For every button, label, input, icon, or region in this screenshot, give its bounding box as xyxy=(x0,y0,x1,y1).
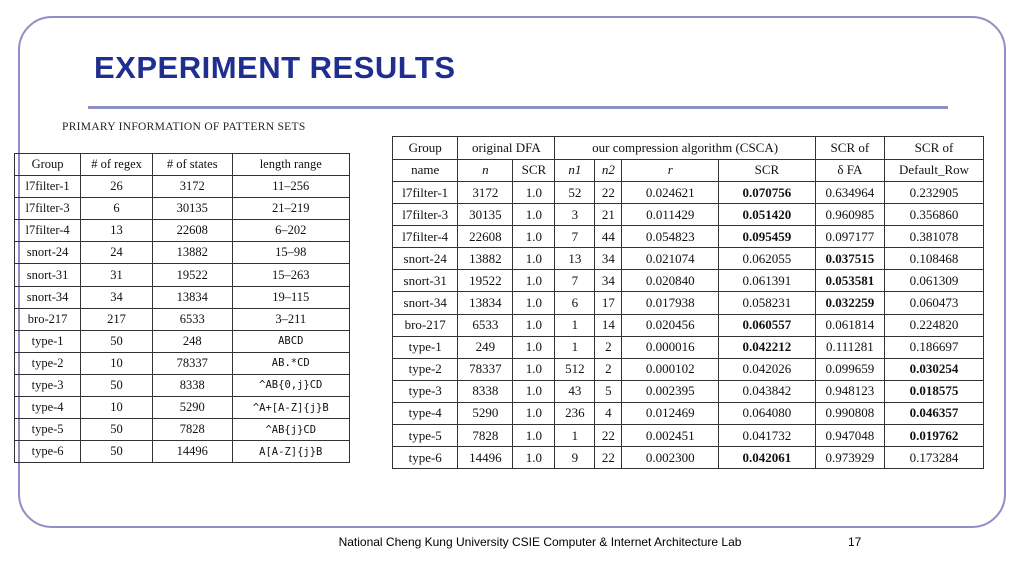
table-cell: 6533 xyxy=(458,314,513,336)
table1-caption: PRIMARY INFORMATION OF PATTERN SETS xyxy=(62,121,306,133)
table-row xyxy=(15,286,350,308)
table-cell: bro-217 xyxy=(15,308,81,330)
table-cell: 9 xyxy=(555,447,595,469)
table-row xyxy=(393,248,984,270)
table-cell: 50 xyxy=(81,441,153,463)
table-cell: 1.0 xyxy=(513,248,555,270)
table-cell: 17 xyxy=(595,292,622,314)
table-cell: snort-24 xyxy=(15,242,81,264)
table-row xyxy=(393,204,984,226)
page-number: 17 xyxy=(848,535,862,549)
table-cell: 0.061814 xyxy=(815,314,884,336)
table-cell: 22608 xyxy=(152,220,232,242)
table-cell: 0.037515 xyxy=(815,248,884,270)
table-cell: 0.002300 xyxy=(622,447,719,469)
table-cell: 0.019762 xyxy=(885,425,984,447)
table-cell: 22 xyxy=(595,425,622,447)
table-cell: type-1 xyxy=(393,336,458,358)
table-cell: 1 xyxy=(555,336,595,358)
table-cell: snort-34 xyxy=(393,292,458,314)
table-cell: 1.0 xyxy=(513,270,555,292)
table-cell: 0.070756 xyxy=(719,182,816,204)
column-header: Group xyxy=(15,154,81,176)
table-cell: 1.0 xyxy=(513,358,555,380)
table-cell: 11–256 xyxy=(232,176,349,198)
table-cell: 0.020840 xyxy=(622,270,719,292)
table-cell: 1.0 xyxy=(513,204,555,226)
table-row xyxy=(15,242,350,264)
column-header: length range xyxy=(232,154,349,176)
table-cell: 0.173284 xyxy=(885,447,984,469)
frame-gap xyxy=(0,0,14,118)
table-row xyxy=(393,402,984,424)
table-row xyxy=(15,264,350,286)
table-row xyxy=(15,352,350,374)
table-cell: ^AB{0,j}CD xyxy=(232,374,349,396)
table-cell: 0.973929 xyxy=(815,447,884,469)
table-cell: 7828 xyxy=(152,419,232,441)
table-row xyxy=(15,374,350,396)
table-cell: type-4 xyxy=(393,402,458,424)
table-cell: 34 xyxy=(595,248,622,270)
table-cell: bro-217 xyxy=(393,314,458,336)
table-row xyxy=(15,330,350,352)
table-cell: AB.*CD xyxy=(232,352,349,374)
table-cell: 78337 xyxy=(152,352,232,374)
table-cell: 0.060473 xyxy=(885,292,984,314)
table-cell: 249 xyxy=(458,336,513,358)
table-cell: 34 xyxy=(81,286,153,308)
table-cell: type-3 xyxy=(15,374,81,396)
table-cell: 26 xyxy=(81,176,153,198)
table-cell: type-6 xyxy=(15,441,81,463)
table-row xyxy=(393,226,984,248)
table-cell: 6533 xyxy=(152,308,232,330)
column-header: δ FA xyxy=(815,159,884,182)
table-cell: l7filter-4 xyxy=(15,220,81,242)
table-row xyxy=(15,198,350,220)
table-cell: 1.0 xyxy=(513,336,555,358)
column-header: Default_Row xyxy=(885,159,984,182)
table-cell: 0.061309 xyxy=(885,270,984,292)
column-header: n2 xyxy=(595,159,622,182)
table-cell: 0.058231 xyxy=(719,292,816,314)
table-cell: 2 xyxy=(595,358,622,380)
table-cell: 6 xyxy=(555,292,595,314)
table-cell: 22 xyxy=(595,447,622,469)
table-cell: 0.024621 xyxy=(622,182,719,204)
table-cell: 21 xyxy=(595,204,622,226)
table-cell: type-6 xyxy=(393,447,458,469)
table-cell: 1.0 xyxy=(513,402,555,424)
column-header: # of regex xyxy=(81,154,153,176)
table-cell: 0.054823 xyxy=(622,226,719,248)
table-cell: 0.018575 xyxy=(885,380,984,402)
table-cell: 1 xyxy=(555,425,595,447)
table-cell: A[A-Z]{j}B xyxy=(232,441,349,463)
table-cell: 78337 xyxy=(458,358,513,380)
table-cell: 0.960985 xyxy=(815,204,884,226)
table-row xyxy=(15,397,350,419)
table-cell: 5 xyxy=(595,380,622,402)
column-header: n1 xyxy=(555,159,595,182)
table-cell: 0.030254 xyxy=(885,358,984,380)
table-cell: snort-31 xyxy=(393,270,458,292)
table-cell: 14 xyxy=(595,314,622,336)
column-header: r xyxy=(622,159,719,182)
table-cell: l7filter-1 xyxy=(15,176,81,198)
table-cell: 44 xyxy=(595,226,622,248)
table-cell: 8338 xyxy=(152,374,232,396)
table-cell: 6–202 xyxy=(232,220,349,242)
table-cell: 0.061391 xyxy=(719,270,816,292)
table-cell: 13882 xyxy=(152,242,232,264)
table-cell: type-5 xyxy=(393,425,458,447)
table-cell: 7 xyxy=(555,226,595,248)
column-header: SCR xyxy=(513,159,555,182)
table-cell: 15–263 xyxy=(232,264,349,286)
table-cell: l7filter-1 xyxy=(393,182,458,204)
table-cell: 0.000016 xyxy=(622,336,719,358)
table-row xyxy=(15,176,350,198)
slide-title: EXPERIMENT RESULTS xyxy=(94,50,456,85)
table-cell: 0.064080 xyxy=(719,402,816,424)
table-row xyxy=(15,419,350,441)
table-cell: 1 xyxy=(555,314,595,336)
table-cell: 1.0 xyxy=(513,447,555,469)
table-cell: 3–211 xyxy=(232,308,349,330)
column-header: our compression algorithm (CSCA) xyxy=(555,137,815,160)
table-cell: l7filter-3 xyxy=(15,198,81,220)
table-cell: 3172 xyxy=(458,182,513,204)
table-cell: 0.042212 xyxy=(719,336,816,358)
table-cell: 0.032259 xyxy=(815,292,884,314)
table-cell: 5290 xyxy=(152,397,232,419)
table-cell: 0.232905 xyxy=(885,182,984,204)
table-cell: 13 xyxy=(555,248,595,270)
table-cell: 0.224820 xyxy=(885,314,984,336)
table-cell: 0.042061 xyxy=(719,447,816,469)
table-cell: 1.0 xyxy=(513,314,555,336)
table-cell: 5290 xyxy=(458,402,513,424)
table-cell: 19522 xyxy=(458,270,513,292)
table-cell: 43 xyxy=(555,380,595,402)
table-row xyxy=(393,182,984,204)
table-cell: 13 xyxy=(81,220,153,242)
table-header-row xyxy=(393,159,984,182)
table-cell: 217 xyxy=(81,308,153,330)
table-cell: snort-31 xyxy=(15,264,81,286)
table-cell: 512 xyxy=(555,358,595,380)
table-cell: 34 xyxy=(595,270,622,292)
table-row xyxy=(393,336,984,358)
table-row xyxy=(393,358,984,380)
table-cell: 0.021074 xyxy=(622,248,719,270)
table-cell: 4 xyxy=(595,402,622,424)
table-cell: 7828 xyxy=(458,425,513,447)
table-cell: 24 xyxy=(81,242,153,264)
table-cell: 1.0 xyxy=(513,292,555,314)
table-cell: 0.002451 xyxy=(622,425,719,447)
table-row xyxy=(393,292,984,314)
column-header: name xyxy=(393,159,458,182)
table-cell: 0.990808 xyxy=(815,402,884,424)
table-cell: 50 xyxy=(81,374,153,396)
table-cell: 0.062055 xyxy=(719,248,816,270)
column-header: n xyxy=(458,159,513,182)
table-cell: 0.017938 xyxy=(622,292,719,314)
table-cell: type-2 xyxy=(15,352,81,374)
table-cell: snort-34 xyxy=(15,286,81,308)
table-header-row xyxy=(15,154,350,176)
table-row xyxy=(393,447,984,469)
table-cell: 0.020456 xyxy=(622,314,719,336)
table-row xyxy=(15,441,350,463)
table-cell: 14496 xyxy=(458,447,513,469)
column-header: SCR of xyxy=(885,137,984,160)
table-cell: type-4 xyxy=(15,397,81,419)
slide-footer: National Cheng Kung University CSIE Computer & Internet Architecture Lab xyxy=(338,535,742,549)
table-cell: 13834 xyxy=(458,292,513,314)
table-cell: 248 xyxy=(152,330,232,352)
table-cell: 21–219 xyxy=(232,198,349,220)
table-cell: 22 xyxy=(595,182,622,204)
table-row xyxy=(393,270,984,292)
table-cell: 0.043842 xyxy=(719,380,816,402)
table-cell: 30135 xyxy=(458,204,513,226)
table-cell: 1.0 xyxy=(513,425,555,447)
table-cell: 3172 xyxy=(152,176,232,198)
column-header: original DFA xyxy=(458,137,555,160)
table-cell: 0.947048 xyxy=(815,425,884,447)
table-cell: 0.051420 xyxy=(719,204,816,226)
table-cell: 15–98 xyxy=(232,242,349,264)
table-cell: ^A+[A-Z]{j}B xyxy=(232,397,349,419)
table-cell: 19–115 xyxy=(232,286,349,308)
table-cell: 0.948123 xyxy=(815,380,884,402)
table-cell: 8338 xyxy=(458,380,513,402)
table-row xyxy=(393,314,984,336)
table-cell: 0.186697 xyxy=(885,336,984,358)
table-cell: 10 xyxy=(81,352,153,374)
table-cell: 22608 xyxy=(458,226,513,248)
table-cell: type-3 xyxy=(393,380,458,402)
table-cell: l7filter-4 xyxy=(393,226,458,248)
table-cell: 50 xyxy=(81,419,153,441)
table-cell: 31 xyxy=(81,264,153,286)
table-row xyxy=(15,220,350,242)
table-cell: ^AB{j}CD xyxy=(232,419,349,441)
column-header: SCR of xyxy=(815,137,884,160)
table-cell: 0.356860 xyxy=(885,204,984,226)
table-cell: 0.011429 xyxy=(622,204,719,226)
table-cell: 0.099659 xyxy=(815,358,884,380)
table-cell: 0.060557 xyxy=(719,314,816,336)
table-cell: 1.0 xyxy=(513,182,555,204)
table-row xyxy=(15,308,350,330)
pattern-sets-table xyxy=(14,153,350,463)
table-cell: 0.000102 xyxy=(622,358,719,380)
table-cell: l7filter-3 xyxy=(393,204,458,226)
table-cell: 0.111281 xyxy=(815,336,884,358)
table-cell: 0.108468 xyxy=(885,248,984,270)
table-cell: 3 xyxy=(555,204,595,226)
table-cell: ABCD xyxy=(232,330,349,352)
table-cell: type-5 xyxy=(15,419,81,441)
table-cell: 30135 xyxy=(152,198,232,220)
table-header-row xyxy=(393,137,984,160)
table-cell: 0.041732 xyxy=(719,425,816,447)
table-cell: 0.042026 xyxy=(719,358,816,380)
title-underline xyxy=(88,106,948,109)
table-cell: 0.012469 xyxy=(622,402,719,424)
table-cell: 0.381078 xyxy=(885,226,984,248)
table-cell: 19522 xyxy=(152,264,232,286)
column-header: Group xyxy=(393,137,458,160)
table-cell: snort-24 xyxy=(393,248,458,270)
table-cell: 14496 xyxy=(152,441,232,463)
table-cell: 2 xyxy=(595,336,622,358)
table-cell: 50 xyxy=(81,330,153,352)
table-cell: 10 xyxy=(81,397,153,419)
table-cell: 7 xyxy=(555,270,595,292)
table-cell: 1.0 xyxy=(513,380,555,402)
compression-results-table xyxy=(392,136,984,469)
table-cell: 0.095459 xyxy=(719,226,816,248)
table-cell: 0.002395 xyxy=(622,380,719,402)
table-cell: 0.097177 xyxy=(815,226,884,248)
table-cell: 0.046357 xyxy=(885,402,984,424)
table-cell: 1.0 xyxy=(513,226,555,248)
table-cell: 13834 xyxy=(152,286,232,308)
table-cell: type-2 xyxy=(393,358,458,380)
table-cell: type-1 xyxy=(15,330,81,352)
table-cell: 236 xyxy=(555,402,595,424)
table-cell: 6 xyxy=(81,198,153,220)
table-row xyxy=(393,425,984,447)
table-cell: 0.053581 xyxy=(815,270,884,292)
table-row xyxy=(393,380,984,402)
table-cell: 52 xyxy=(555,182,595,204)
table-cell: 0.634964 xyxy=(815,182,884,204)
column-header: SCR xyxy=(719,159,816,182)
column-header: # of states xyxy=(152,154,232,176)
table-cell: 13882 xyxy=(458,248,513,270)
